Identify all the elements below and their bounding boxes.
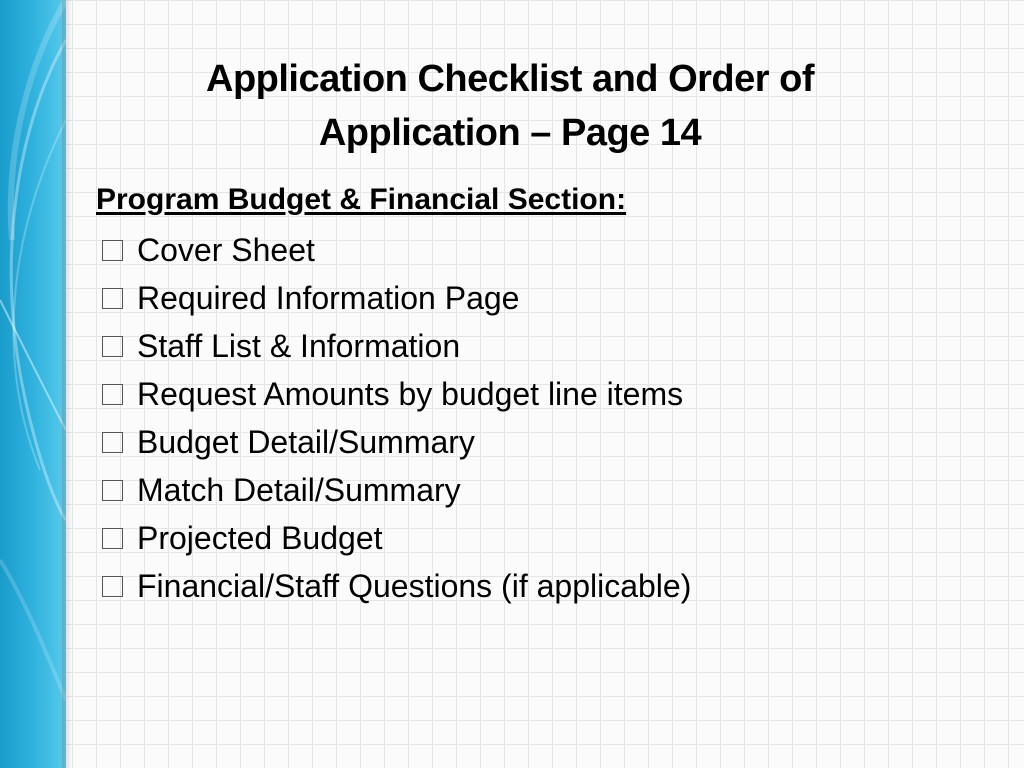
empty-checkbox-icon xyxy=(102,288,123,309)
checklist-item xyxy=(96,466,691,514)
checklist-item-label: Financial/Staff Questions (if applicable) xyxy=(137,567,692,604)
checklist-item xyxy=(96,274,691,322)
empty-checkbox-icon xyxy=(102,576,123,597)
checklist-item-label: Required Information Page xyxy=(137,279,520,316)
checklist-item-label: Cover Sheet xyxy=(137,231,315,268)
section-heading: Program Budget & Financial Section: xyxy=(96,183,627,216)
empty-checkbox-icon xyxy=(102,240,123,261)
empty-checkbox-icon xyxy=(102,528,123,549)
checklist-item xyxy=(96,514,691,562)
checklist-item xyxy=(96,322,691,370)
checklist-item-label: Request Amounts by budget line items xyxy=(137,375,684,412)
checklist-item-label: Projected Budget xyxy=(137,519,383,556)
checklist-item-label: Budget Detail/Summary xyxy=(137,423,475,460)
empty-checkbox-icon xyxy=(102,384,123,405)
empty-checkbox-icon xyxy=(102,480,123,501)
checklist-item-label: Staff List & Information xyxy=(137,327,461,364)
checklist-item xyxy=(96,562,691,610)
checklist-item xyxy=(96,370,691,418)
checklist-item xyxy=(96,226,691,274)
swoosh-decoration xyxy=(0,0,66,768)
decorative-side-band xyxy=(0,0,66,768)
slide-title-line-2: Application – Page 14 xyxy=(318,112,702,154)
side-band-shadow xyxy=(62,0,72,768)
checklist-item-label: Match Detail/Summary xyxy=(137,471,461,508)
empty-checkbox-icon xyxy=(102,336,123,357)
slide-title-line-1: Application Checklist and Order of xyxy=(206,58,814,100)
slide-title xyxy=(110,52,910,160)
checklist-item xyxy=(96,418,691,466)
empty-checkbox-icon xyxy=(102,432,123,453)
checklist xyxy=(96,226,691,610)
